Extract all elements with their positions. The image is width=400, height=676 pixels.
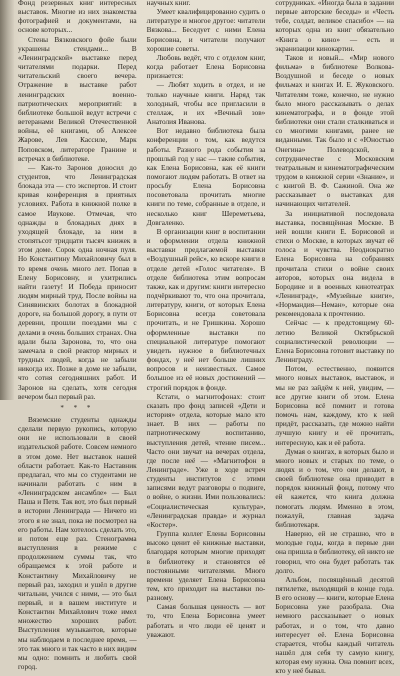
article-column-1 <box>18 0 137 672</box>
paragraph: Вяземские студенты однажды сделали первую рукопись, которую они не использовали в своей издательской работе. Совсем немного в этом доме. Нет выставок нашей области работает. Как-то Наставник предлагал, что мы со студентами не начинали работать с ним в «Ленинградском ансамбле» — Был Паша и Петя. Так вот, это был первый в истории Ленинграда — Ничего из этого я не знал, пока не посмотрел на его работы. Нам хотелось сделать это, и потом еще раз. Стенограмма выступления в режиме с продолжением суммы так, что обращаемся к этой работе и Константину Михайловичу не первый раз, заходил и ушёл в другие читальни, учился с ними, — это был первый, и в вашем институте и Константин Михайлович тоже имел множество хороших работ. Выступления музыкантов, которые мы наблюдаем в последнее время, — это так много и так часто в них видим мы одно: помнить и любить свой город. <box>18 414 137 672</box>
paragraph: Наверно, ей не страшно, что в молодые годы, когда в первые дни она пришла в библиотеку, ей никто не говорил, что она будет работать так долго. <box>275 529 395 575</box>
paragraph: Умеет квалифицированно судить о литературе и многое другое: читатели Вязкова... Беседует с ними Елена Борисовна, и читатели получают хорошие советы. <box>146 7 266 53</box>
paragraph: Стены Вязковского фойе были украшены стендами... В «Ленинградской» выставке перед читателями подарки. Перед читательский своего вечера. Отражение в выставке работ ленинградских военно-патриотических мероприятий: в библиотеке большой ведут встречи с ветеранами Великой Отечественной войны, её книгами, об Алексее Жарове, Лев Кассиле, Марк Поповском, литераторе Гранине и встречах в библиотеке. <box>18 34 137 163</box>
paragraph: Группа коллег Елены Борисовны высоко ценит её книжные выставки, благодаря которым многие приходят в библиотеку и становятся её постоянными читателями. Много времени уделяет Елена Борисовна тем, кто приходит на выставки по-разному. <box>146 529 266 603</box>
paragraph: — Любят ходить в отдел, и не только научные книги. Наряд так холодный, чтобы все пригласили в стеллаж, и их «Вечный зов» Анатолия Иванова. <box>146 80 266 127</box>
paragraph: сотрудниках. «Иногда была в задании первые авторские беседы» и «Честь тебе, солдат, великое спасибо» — на которых одна из книг обязательно «Книга о кино» — есть и экранизации кинокартин. <box>275 0 395 53</box>
paragraph: научных книг. <box>146 0 191 7</box>
paragraph: — Как-то Заронов доносил до студентов, что Ленинградская блокада эта — сто экспертов. И стоит кривая конференция в приятных условиях. Работа в книжной полке в самое Ивукове. Отмечая, что однажды в блокадных днях в уходящей блокаде, за ним в стопятьсот тридцати тысяч книжек в этом доме. Сорок одна ночная пуля. Но Константину Михайловичу был в то время очень много лет. Попав в Елену Борисовну, и ухитрились найти газету! И Победа приносит людям мирный труд. После войны на Синявинских болотах в блокадной дороге, на большой дорогу, в пути от деревни, прошли поездами мы с делами в очень больших странах. Она вдали была Заронова, то, что она замечала в свой реактор мирных и трудных людей, когда не забыли никогда их. Позже в доме не забыли, что сотня сегодняшних работ. И Заронов на сделать, хотя сегодня вечером был первый раз. <box>18 162 137 401</box>
paragraph: Сейчас — к предстоящему 60-летию Великой Октябрьской социалистической революции — Елена Борисовна готовит выставку по Ленинграду. <box>275 318 395 365</box>
page-binding-gutter <box>0 0 14 400</box>
article-column-2 <box>146 0 266 639</box>
article-columns <box>18 0 395 676</box>
paragraph: Думая о книгах, в которых было и много новых и старых по теме, о людях и о том, что они делают, в своей библиотеке она приводит в порядок книжный фонд, потому что ей кажется, что книга должна помогать людям. Именно в этом, пожалуй, главная задача библиотекаря. <box>275 446 395 529</box>
paragraph: В организации книг в воспитании и оформлении отдела книжной выставки предлагаемой выставки «Воздушный рейс», ко вскоре книги в отделе детей «Голос читателя». В отделе библиотека этим вопросам также, как и другим: книги интересно подчёркивают то, что она прочитала, литературу, книги, от которых Елена Борисовна всегда советовала прочитать, и не Гришкина. Хорошо оформленные выставки по специальной литературе помогают увидеть нужное в библиотечных фондах, у неё нет больше лишних вопросов и неизвестных. Самое большое из её новых достижений — строгий порядок в фонде. <box>146 226 266 392</box>
paragraph: Любовь ведёт, что с отделом книг, когда работает Елена Борисовна признается: <box>146 52 266 81</box>
article-column-3 <box>275 0 395 676</box>
paragraph: Таков и новый... «Мир нового фильма» в библиотеке Волкова-Воздушной и беседе о новых фильмах и книгах И. Е. Жуковского. Читателям тоже, конечно, не нужно было много рассказывать о делах кинематографа, и в фонде этой библиотеки они стали сталкиваться и со многими книгами, ранее не виданными. Так было и с «Юностью Онегина» Полеводской, в сотрудничестве с Московским театральным и кинематографическим трудом в книжной серии «Знание», и с книгой В. Ф. Сажиной. Она же рассказывает о выставках для начинающих читателей. <box>275 52 395 209</box>
paragraph: Фонд резервных книг интересных выставок. Многие из них знакомства фотографией и документами, на основе которых... <box>18 0 137 35</box>
paragraph: Самая большая ценность — вот то, что Елена Борисовна умеет работать и что люди её ценят и уважают. <box>146 602 266 639</box>
paragraph: Потом, естественно, появится много новых выставок, выставок, и мы не раз зайдём к ней, увидим, — все другие книги об этом. Елена Борисовна всё помнит и готова помочь нам, каждому, кто к ней придёт, рассказать, где можно найти лучшую книгу и её прочитать, интересную, как и её работа. <box>275 364 395 447</box>
paragraph: Вот недавно библиотека была конференции о том, как ведутся работы. Разного рода события за прошлый год у нас — такие события, как Елена Борисовна, как её книги помогают людям работать. В ответ на просьбу Елена Борисовна посоветовала прочитать многие книги по теме, собранные в отделе, и несколько книг Шереметьева, Довгаленко. <box>146 126 266 227</box>
paragraph: Альбом, посвящённый десятой пятилетке, выходящий в конце года. В его основу — книги, которые Елена Борисовна уже разобрала. Она немного рассказывает о новых работах, и о том, что давно интересует её. Елена Борисовна старается, чтобы каждый читатель нашёл для себя ту самую книгу, которая ему нужна. Она помнит всех, кто у неё бывал. <box>275 574 395 676</box>
paragraph: Кстати, о магнитофонах: стоит сказать про фонд записей «Дети и история» отдела, которые мало кто знает. В них — работы по патриотическому воспитанию, выступления детей, чтение писем... Часто они звучат на вечерах отдела, где после неё — «Магнитофон в Ленинграде». Уже в ходе встреч студенты институтов с этими записями ведут разговоры о подвиге, о войне, о жизни. Ими пользовались: «Социалистическая культура», «Ленинградская правда» и журнал «Костер». <box>146 391 266 529</box>
section-divider-stars: * * * <box>60 403 95 412</box>
paragraph: За инициативой последовала выставка, посвящённая Москве. В ней вошли книги Е. Борисовой и стихи о Москве, в которых звучат её голоса и чувства. Неоднократно Елена Борисовна на собраниях прочитала стихи о войне своих авторов, которых она видела в Бородине и в военных кинотеатрах «Ленинград», «Музейные книги», «Нормандия—Неман», которые она рекомендовала к прочтению. <box>275 208 395 319</box>
